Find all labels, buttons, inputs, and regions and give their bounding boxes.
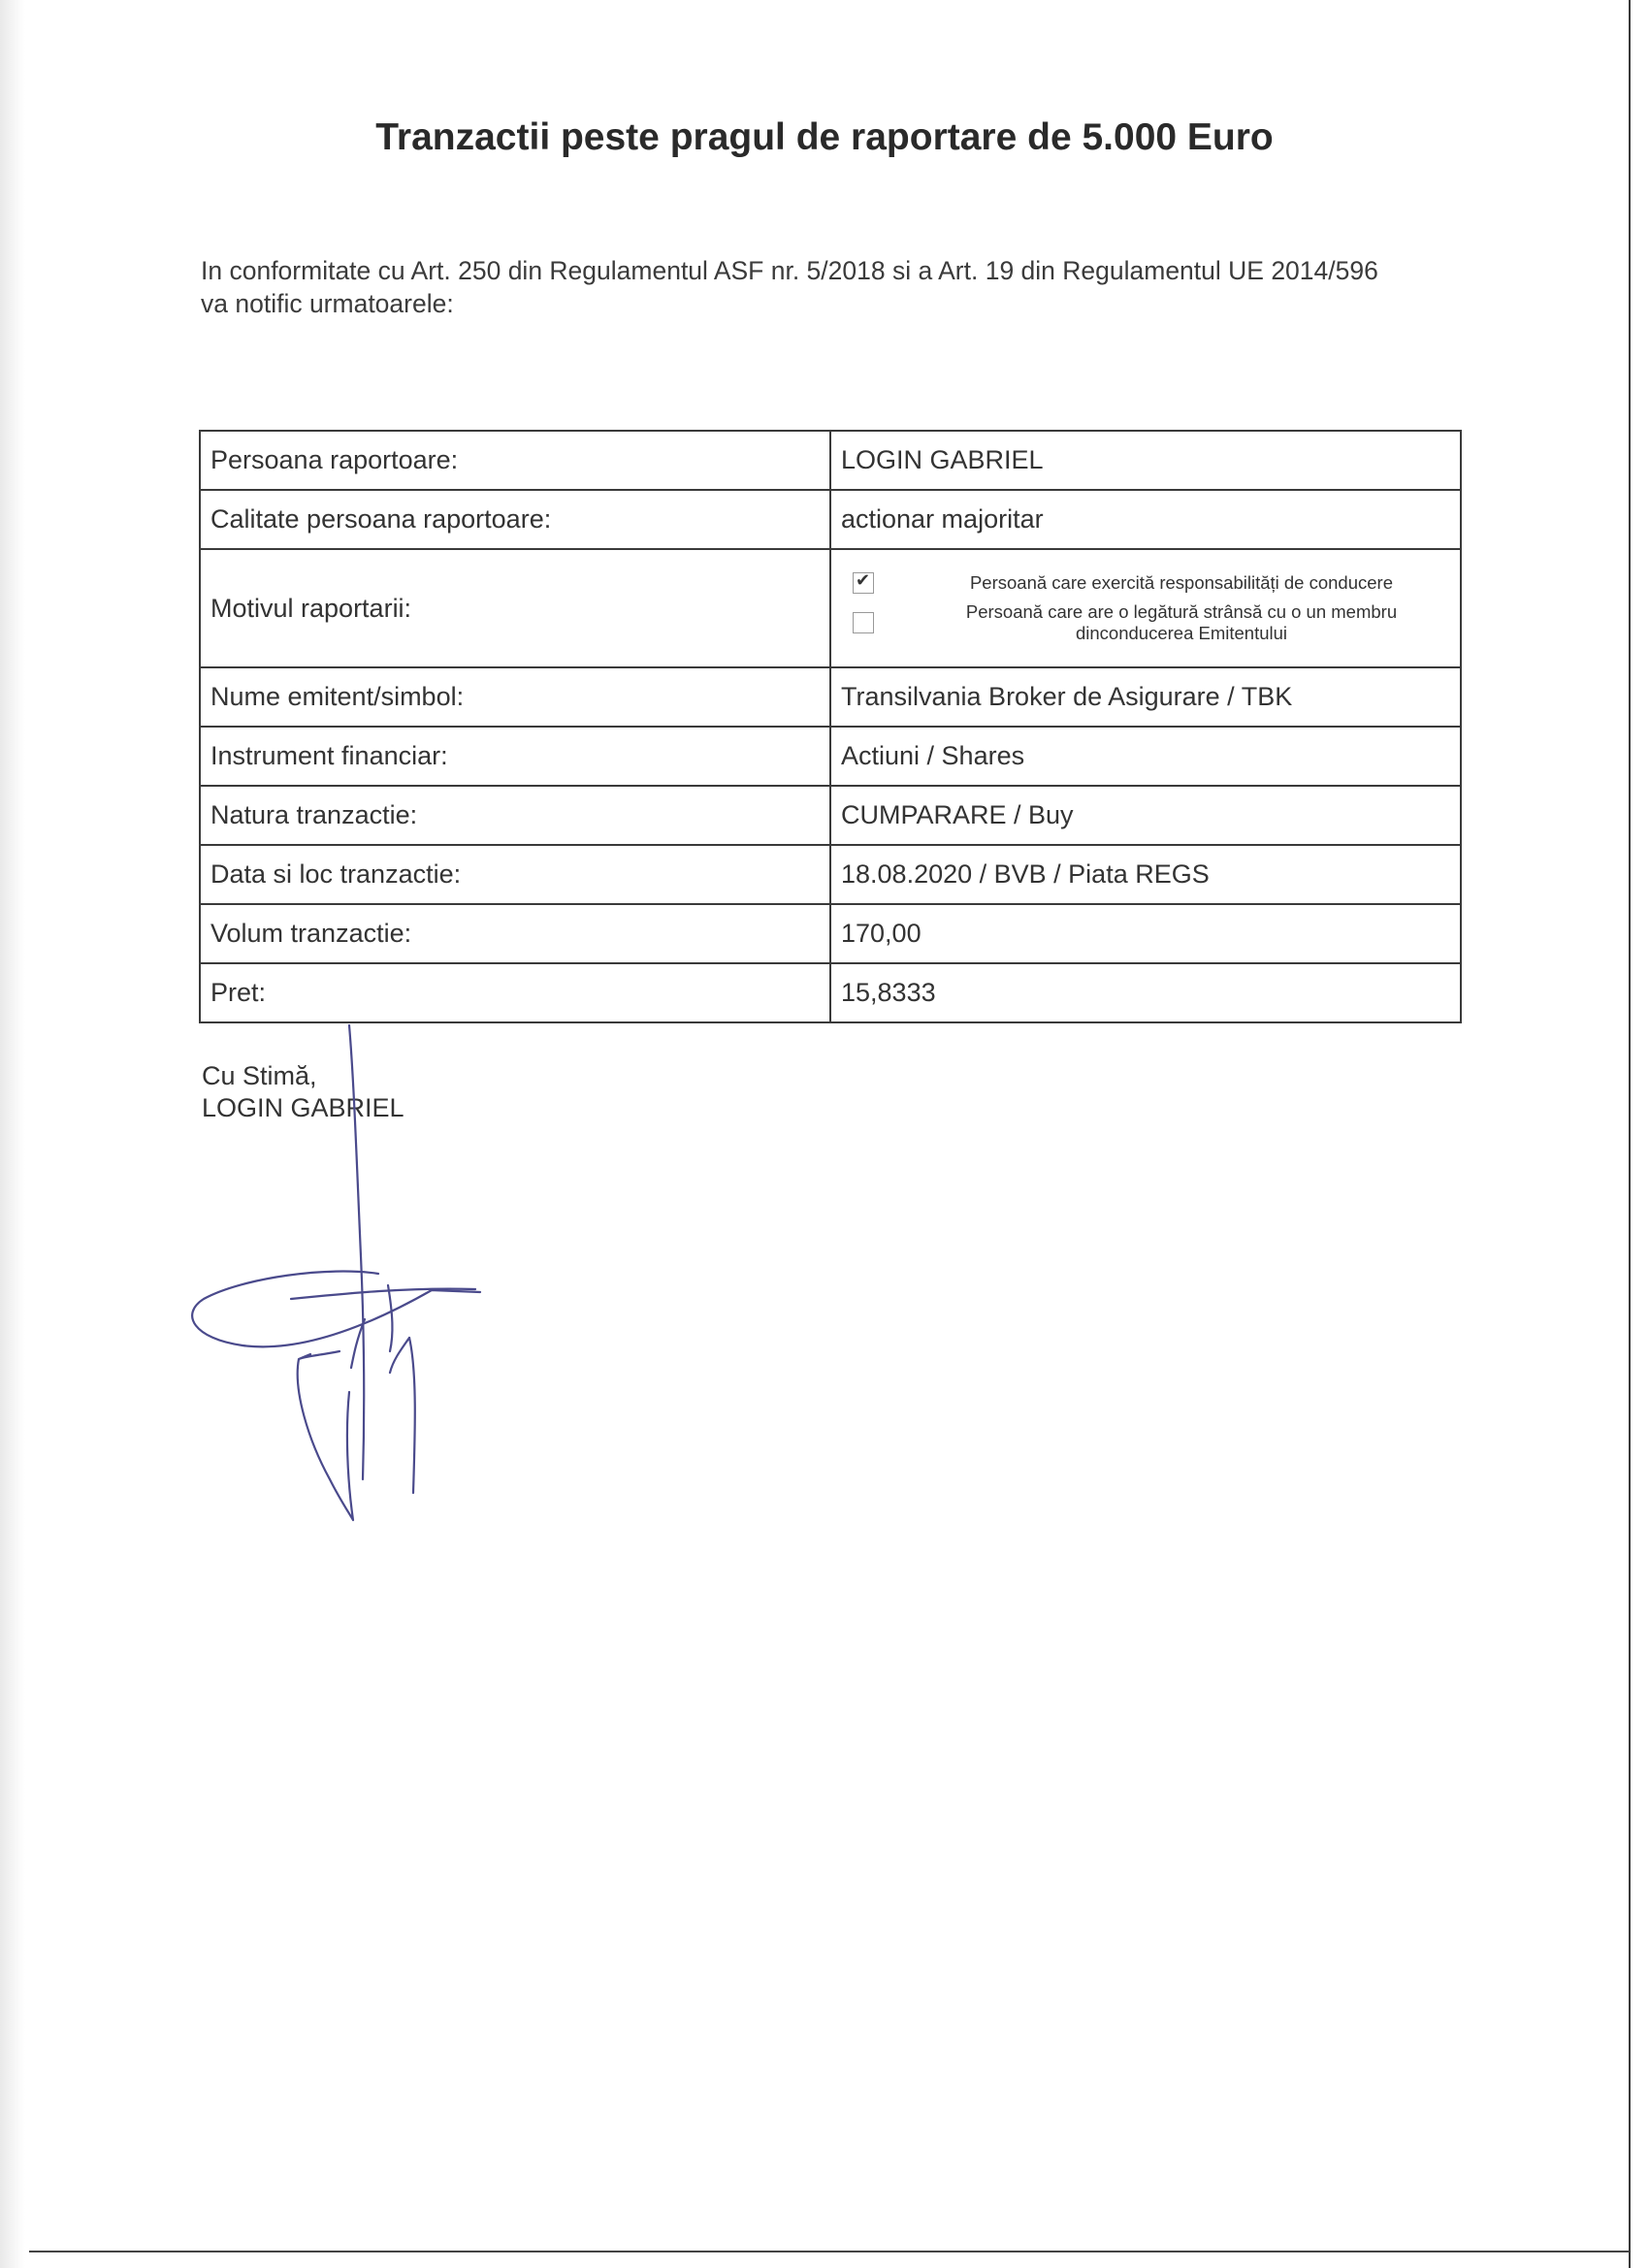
reason-option-close-link: [841, 601, 1450, 644]
reason-option-management-text: Persoană care exercită responsabilități de conducere: [969, 572, 1394, 593]
reason-options: [830, 549, 1461, 667]
row-issuer: [200, 667, 1461, 727]
checkbox-empty-icon: [853, 612, 874, 633]
report-table: [199, 430, 1462, 1023]
signature-stroke: [409, 1338, 415, 1493]
capacity-label: Calitate persoana raportoare:: [200, 490, 830, 549]
nature-label: Natura tranzactie:: [200, 786, 830, 845]
closing-salutation: Cu Stimă,: [202, 1061, 317, 1090]
price-label: Pret:: [200, 963, 830, 1022]
date-place-label: Data si loc tranzactie:: [200, 845, 830, 904]
handwritten-signature: [184, 1023, 495, 1547]
row-date-place: [200, 845, 1461, 904]
scan-edge-bottom: [29, 2251, 1630, 2252]
row-nature: [200, 786, 1461, 845]
signature-stroke: [349, 1025, 364, 1479]
volume-label: Volum tranzactie:: [200, 904, 830, 963]
capacity-value: actionar majoritar: [830, 490, 1461, 549]
instrument-value: Actiuni / Shares: [830, 727, 1461, 786]
reason-option-close-link-text: Persoană care are o legătură strânsă cu o un membru dinconducerea Emitentului: [965, 601, 1398, 643]
row-reporting-person: [200, 431, 1461, 490]
price-value: 15,8333: [830, 963, 1461, 1022]
row-volume: [200, 904, 1461, 963]
reporting-person-label: Persoana raportoare:: [200, 431, 830, 490]
intro-paragraph: [201, 254, 1481, 320]
reason-option-management: [841, 572, 1450, 594]
closing-name: LOGIN GABRIEL: [202, 1093, 404, 1122]
volume-value: 170,00: [830, 904, 1461, 963]
instrument-label: Instrument financiar:: [200, 727, 830, 786]
signature-stroke: [388, 1285, 392, 1351]
row-instrument: [200, 727, 1461, 786]
date-place-value: 18.08.2020 / BVB / Piata REGS: [830, 845, 1461, 904]
signature-stroke: [298, 1351, 353, 1520]
row-reason: [200, 549, 1461, 667]
signature-stroke: [390, 1338, 409, 1373]
checkbox-checked-icon: [853, 572, 874, 594]
reason-label: Motivul raportarii:: [200, 549, 830, 667]
signature-stroke: [192, 1272, 480, 1347]
row-capacity: [200, 490, 1461, 549]
intro-line-2: va notific urmatoarele:: [201, 289, 454, 318]
scan-shadow-left: [0, 0, 25, 2268]
scan-edge-right: [1629, 0, 1649, 2268]
reporting-person-value: LOGIN GABRIEL: [830, 431, 1461, 490]
intro-line-1: In conformitate cu Art. 250 din Regulamentul ASF nr. 5/2018 si a Art. 19 din Regulamentul UE 2014/596: [201, 256, 1378, 285]
row-price: [200, 963, 1461, 1022]
document-title: Tranzactii peste pragul de raportare de 5.000 Euro: [375, 116, 1274, 158]
issuer-label: Nume emitent/simbol:: [200, 667, 830, 727]
nature-value: CUMPARARE / Buy: [830, 786, 1461, 845]
issuer-value: Transilvania Broker de Asigurare / TBK: [830, 667, 1461, 727]
